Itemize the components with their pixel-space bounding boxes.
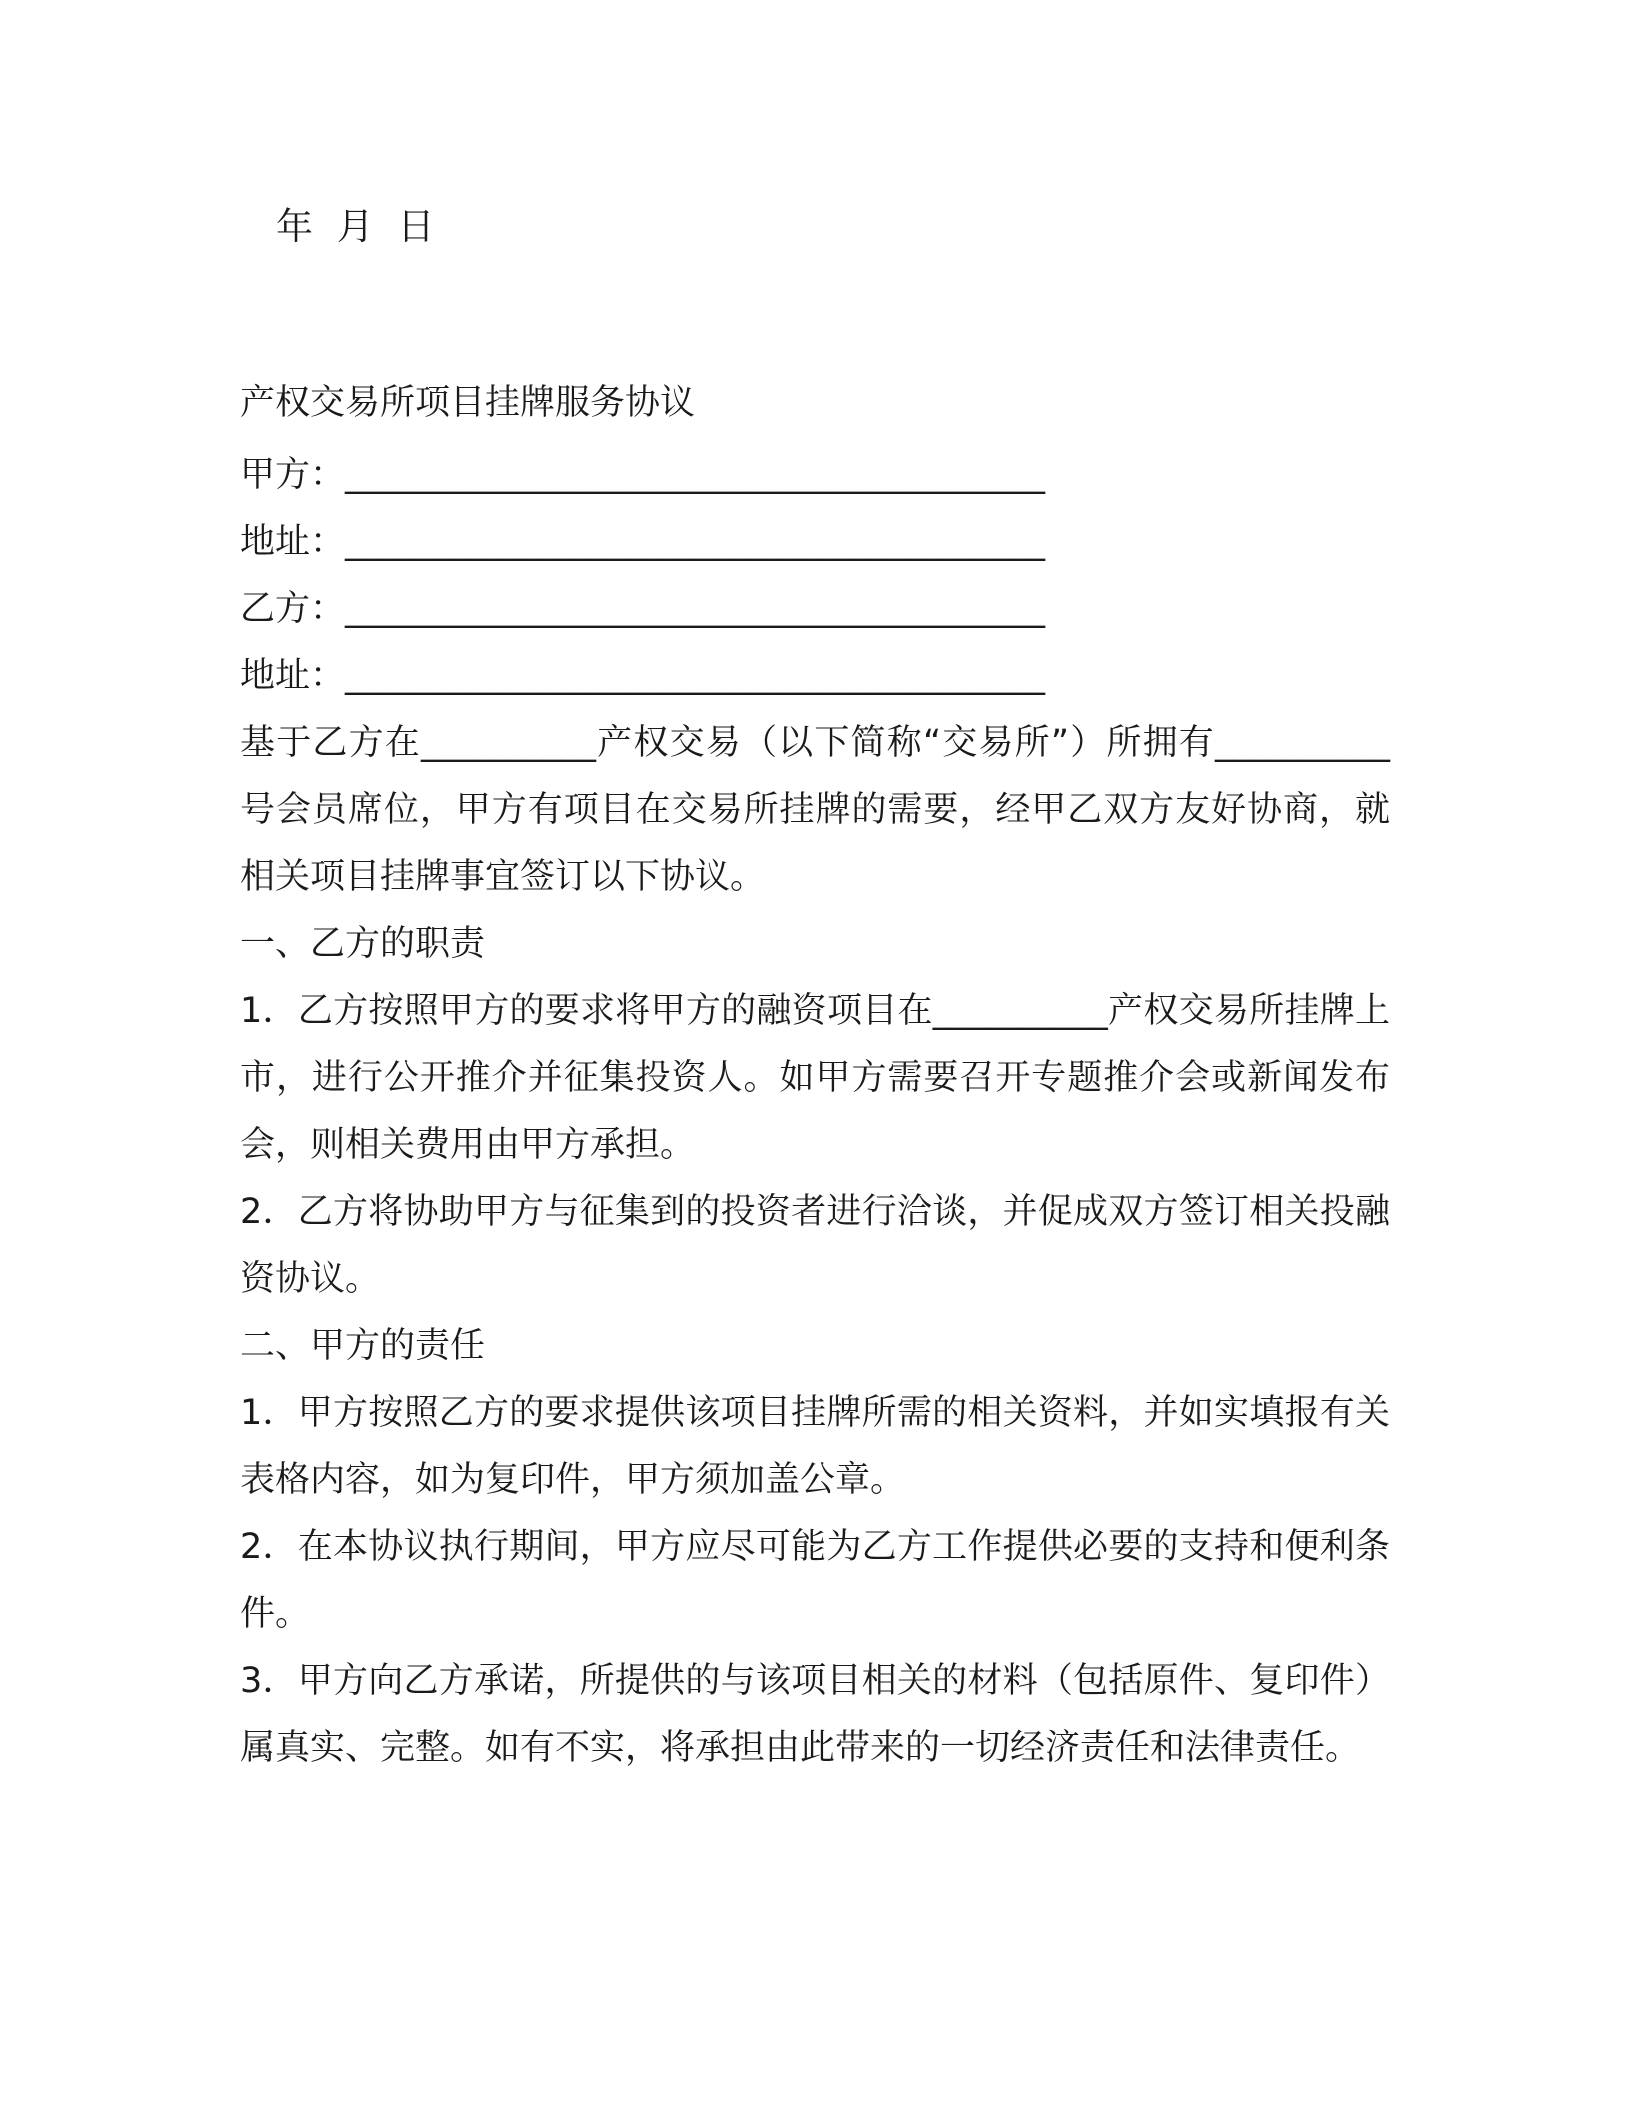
section-heading-party-a-duties: 二、甲方的责任 [240, 1326, 486, 1366]
date-line: 年 月 日 [276, 205, 437, 248]
clause-a3: 3．甲方向乙方承诺，所提供的与该项目相关的材料（包括原件、复印件）属真实、完整。如有不实，将承担由此带来的一切经济责任和法律责任。 [240, 1661, 1390, 1768]
clause-a1: 1．甲方按照乙方的要求提供该项目挂牌所需的相关资料，并如实填报有关表格内容，如为复印件，甲方须加盖公章。 [240, 1393, 1390, 1500]
preamble-paragraph: 基于乙方在__________产权交易（以下简称“交易所”）所拥有__________号会员席位，甲方有项目在交易所挂牌的需要，经甲乙双方友好协商，就相关项目挂牌事宜签订以下协议。 [240, 723, 1390, 897]
clause-b1: 1．乙方按照甲方的要求将甲方的融资项目在__________产权交易所挂牌上市，进行公开推介并征集投资人。如甲方需要召开专题推介会或新闻发布会，则相关费用由甲方承担。 [240, 991, 1390, 1165]
party-b-address-field: 地址：________________________________________ [240, 656, 1046, 696]
document-title: 产权交易所项目挂牌服务协议 [240, 383, 696, 423]
clause-a2: 2．在本协议执行期间，甲方应尽可能为乙方工作提供必要的支持和便利条件。 [240, 1527, 1390, 1634]
document-body [240, 378, 1390, 1782]
section-heading-party-b-duties: 一、乙方的职责 [240, 924, 486, 964]
party-b-field: 乙方：________________________________________ [240, 589, 1046, 629]
party-a-address-field: 地址：________________________________________ [240, 522, 1046, 562]
clause-b2: 2．乙方将协助甲方与征集到的投资者进行洽谈，并促成双方签订相关投融资协议。 [240, 1192, 1390, 1299]
party-a-field: 甲方：________________________________________ [240, 455, 1046, 495]
